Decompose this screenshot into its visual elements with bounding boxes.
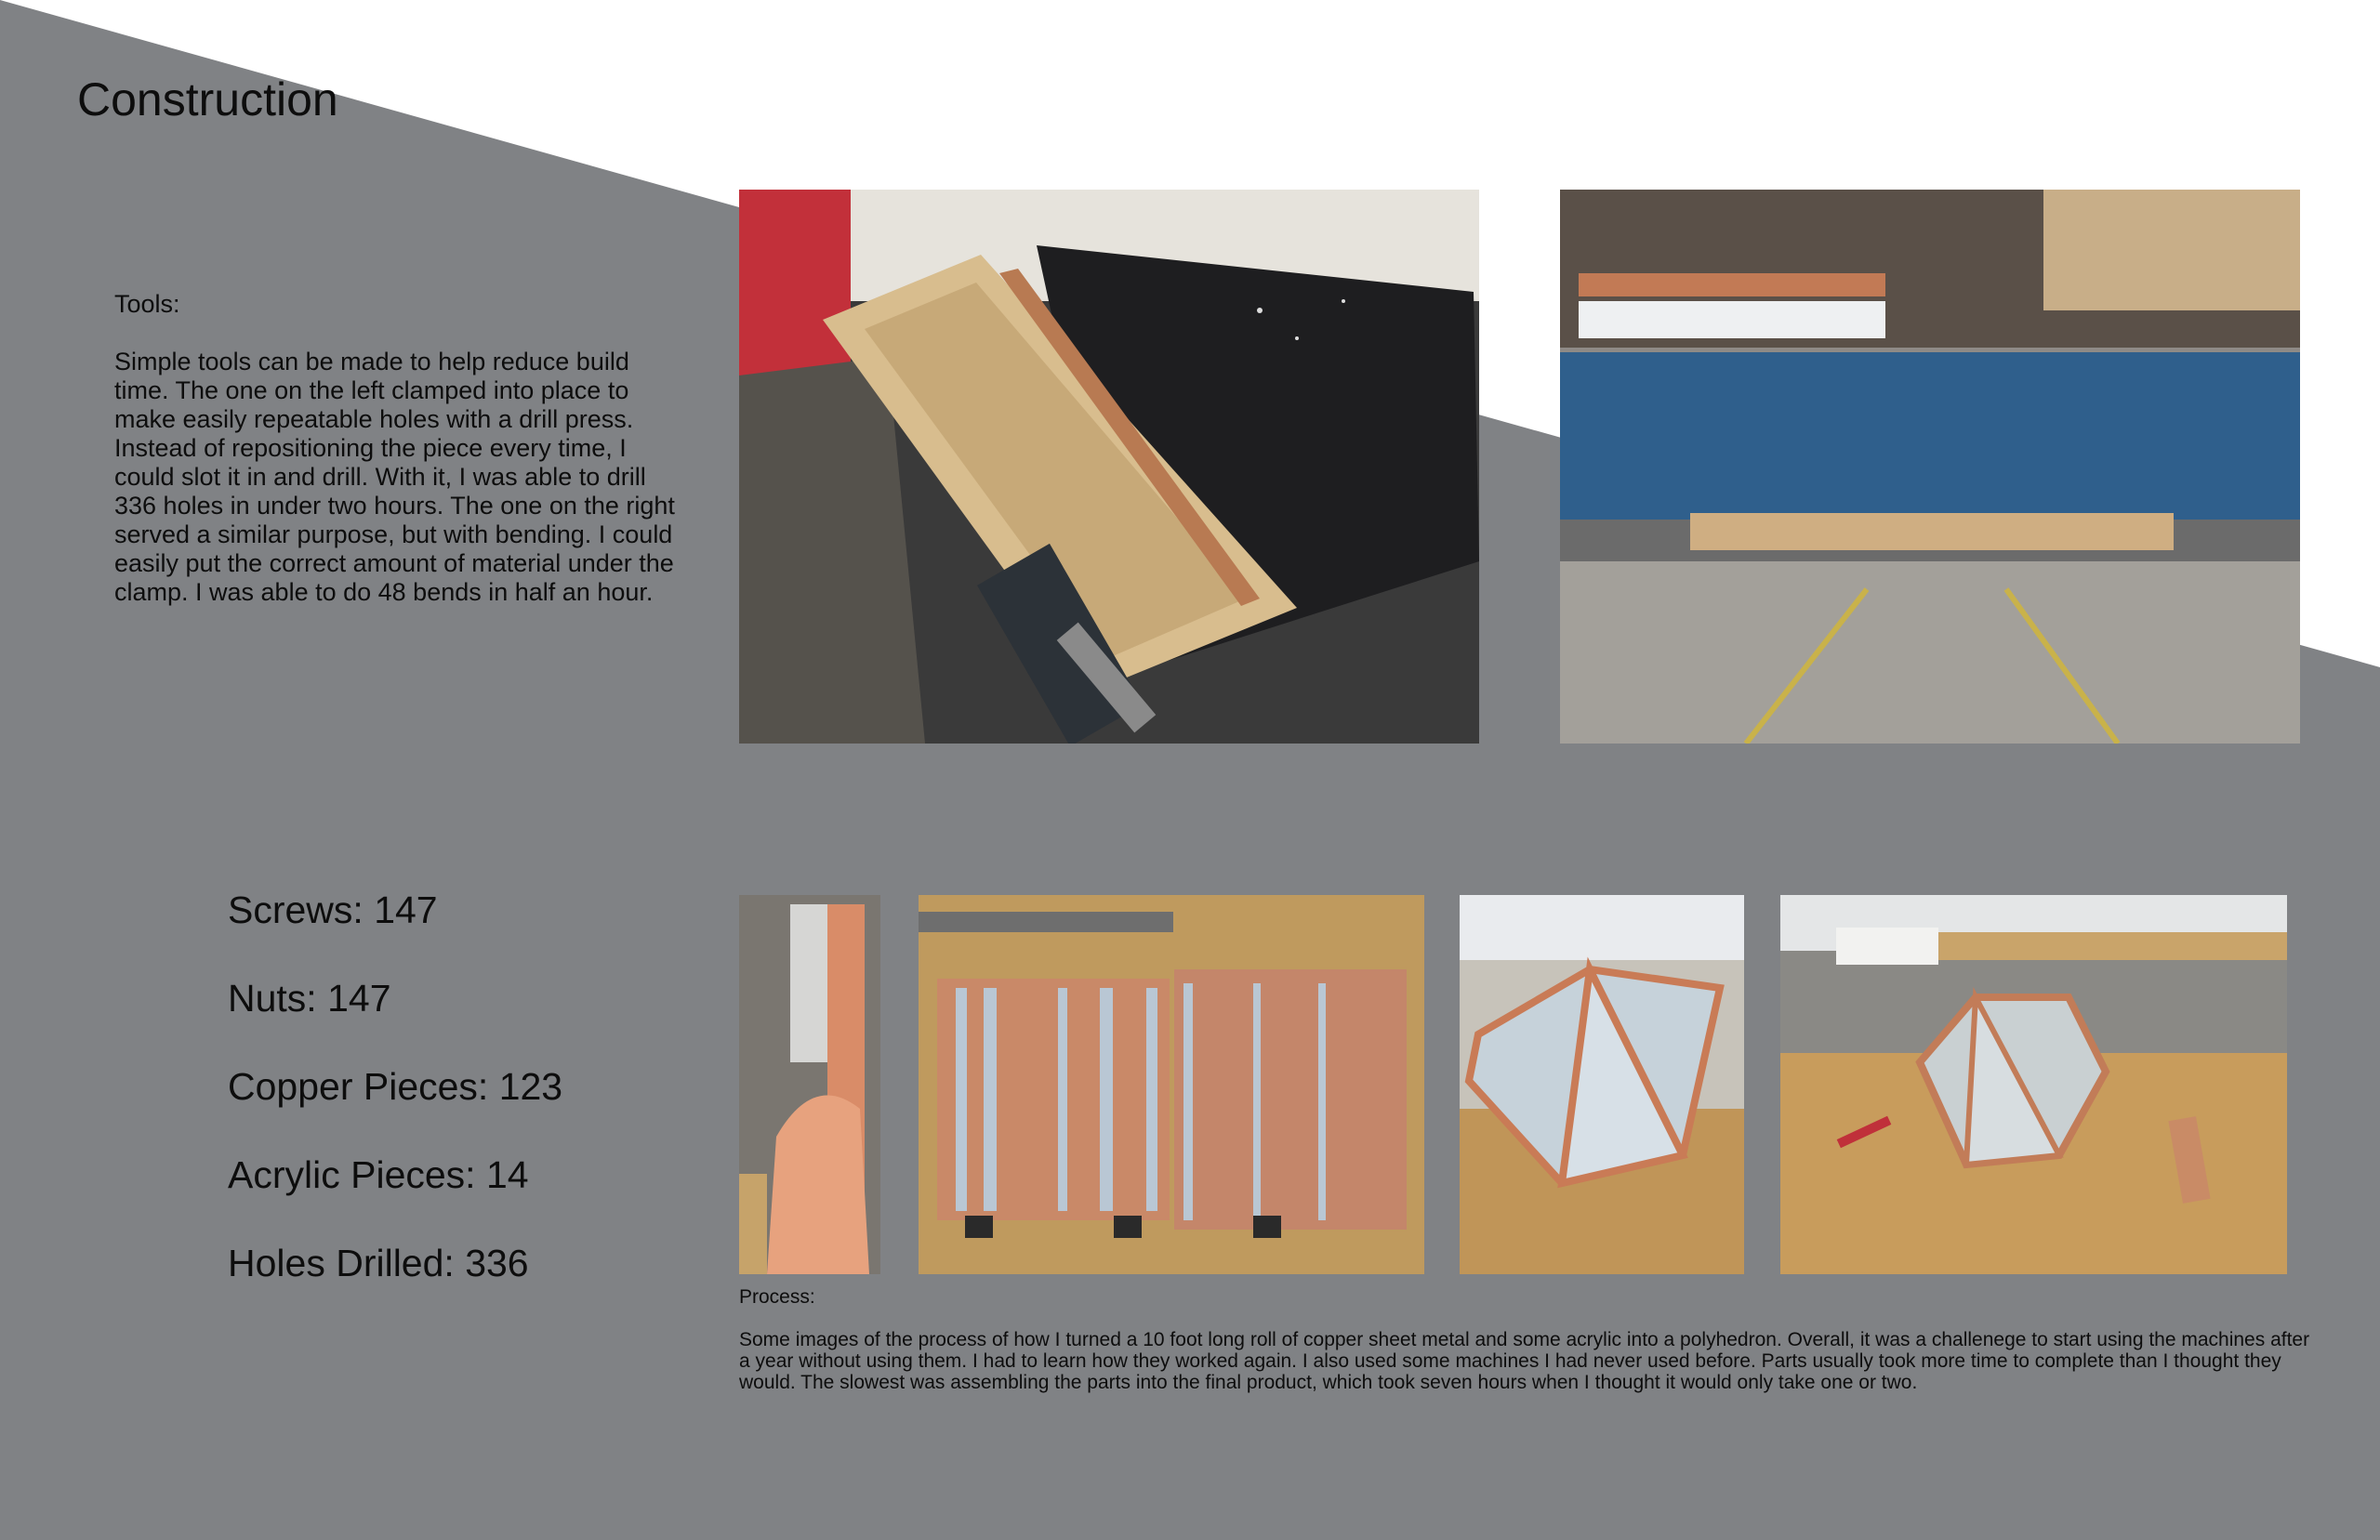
copper-strips-photo [919, 895, 1424, 1274]
tools-body: Simple tools can be made to help reduce build time. The one on the left clamped into place to make easily repeatable holes with a drill press. Instead of repositioning the piece every time, I could slot it in and drill. With it, I was able to drill 336 holes in under two hours. The one on the right served a similar purpose, but with bending. I could easily put the correct amount of material under the clamp. I was able to do 48 bends in half an hour. [114, 348, 675, 606]
copper-roll-photo [739, 895, 880, 1274]
page-title: Construction [77, 73, 338, 125]
stat-screws: Screws: 147 [228, 888, 438, 931]
tools-description [114, 290, 681, 607]
stat-acrylic-pieces: Acrylic Pieces: 14 [228, 1153, 529, 1196]
polyhedron-assembly-photo [1780, 895, 2287, 1274]
stat-copper-pieces: Copper Pieces: 123 [228, 1065, 563, 1108]
stat-holes-drilled: Holes Drilled: 336 [228, 1242, 529, 1284]
bending-jig-photo [1560, 190, 2300, 744]
drill-jig-photo [739, 190, 1479, 744]
stats-list [228, 888, 562, 1329]
partial-assembly-photo [1460, 895, 1744, 1274]
process-description [739, 1286, 2320, 1393]
stat-nuts: Nuts: 147 [228, 977, 391, 1020]
process-body: Some images of the process of how I turned a 10 foot long roll of copper sheet metal and some acrylic into a polyhedron. Overall, it was a challenege to start using the machines after a year without using them. I had to learn how they worked again. I also used some machines I had never used before. Parts usually took more time to complete than I thought they would. The slowest was assembling the parts into the final product, which took seven hours when I thought it would only take one or two. [739, 1329, 2310, 1393]
tools-heading: Tools: [114, 290, 180, 318]
process-heading: Process: [739, 1286, 815, 1308]
